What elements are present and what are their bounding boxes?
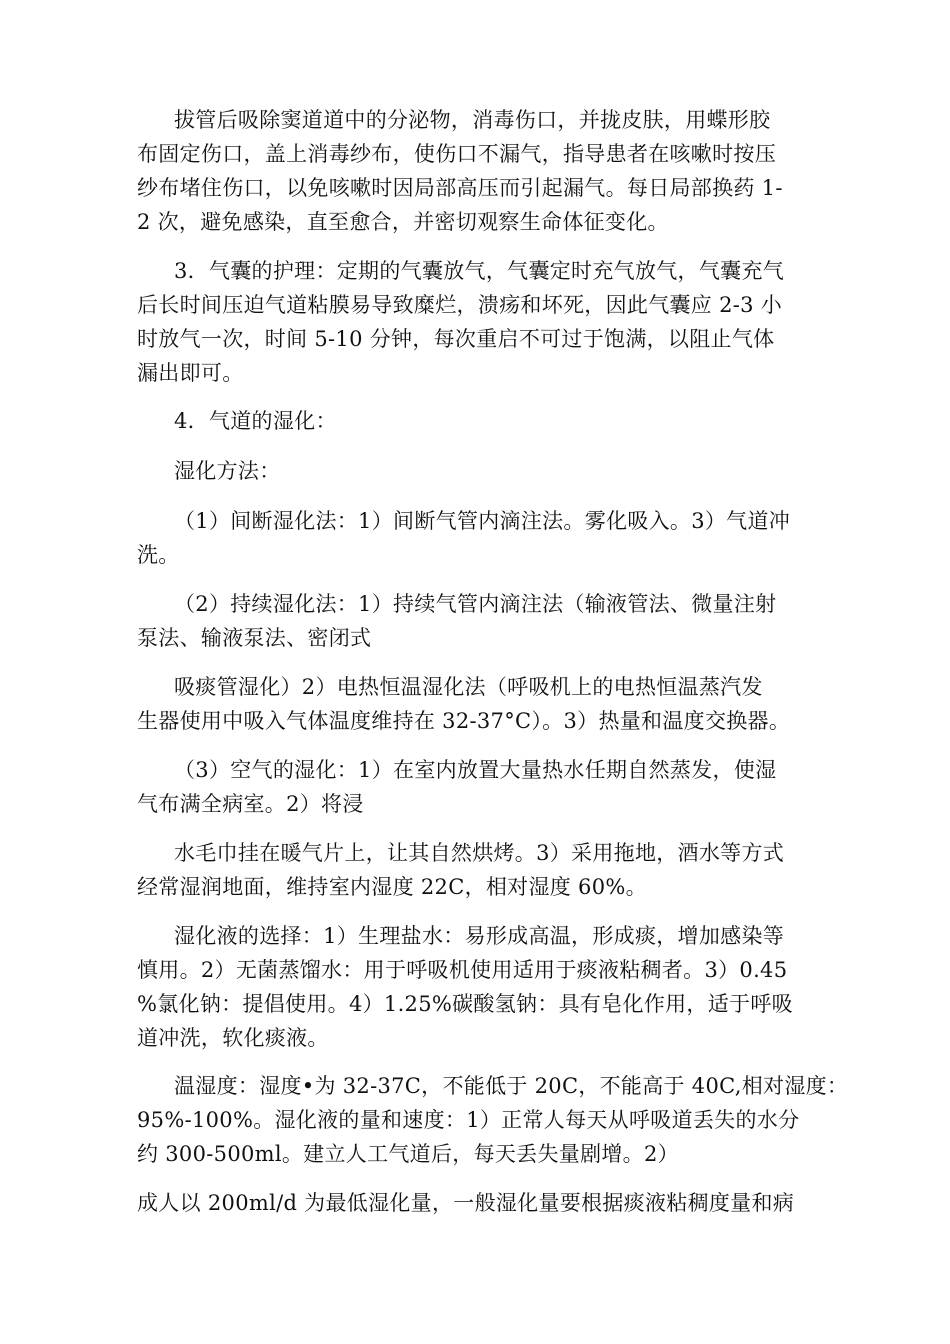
paragraph-line: （2）持续湿化法：1）持续气管内滴注法（输液管法、微量注射 bbox=[174, 592, 777, 616]
paragraph-line: 泵法、输液泵法、密闭式 bbox=[137, 626, 372, 650]
paragraph-line: 温湿度：湿度•为 32-37C，不能低于 20C，不能高于 40C,相对湿度： bbox=[174, 1074, 849, 1098]
paragraph-line: 95%-100%。湿化液的量和速度：1）正常人每天从呼吸道丢失的水分 bbox=[137, 1108, 800, 1132]
paragraph-line: 气布满全病室。2）将浸 bbox=[137, 792, 364, 816]
paragraph-line: 纱布堵住伤口，以免咳嗽时因局部高压而引起漏气。每日局部换药 1- bbox=[137, 176, 783, 200]
subsection-heading: 湿化方法： bbox=[174, 459, 281, 483]
paragraph-line: 成人以 200ml/d 为最低湿化量，一般湿化量要根据痰液粘稠度量和病 bbox=[137, 1191, 795, 1215]
paragraph-line: 漏出即可。 bbox=[137, 361, 244, 385]
paragraph-line: 洗。 bbox=[137, 543, 180, 567]
paragraph-line: 水毛巾挂在暖气片上，让其自然烘烤。3）采用拖地，酒水等方式 bbox=[174, 841, 785, 865]
paragraph-line: 2 次，避免感染，直至愈合，并密切观察生命体征变化。 bbox=[137, 210, 669, 234]
paragraph-line: 湿化液的选择：1）生理盐水：易形成高温，形成痰，增加感染等 bbox=[174, 924, 785, 948]
paragraph-line: 拔管后吸除窦道道中的分泌物，消毒伤口，并拢皮肤，用蝶形胶 bbox=[174, 108, 771, 132]
paragraph-line: 慎用。2）无菌蒸馏水：用于呼吸机使用适用于痰液粘稠者。3）0.45 bbox=[137, 958, 788, 982]
paragraph-line: 约 300-500ml。建立人工气道后，每天丢失量剧增。2） bbox=[137, 1142, 679, 1166]
paragraph-line: 时放气一次，时间 5-10 分钟，每次重启不可过于饱满，以阻止气体 bbox=[137, 327, 775, 351]
paragraph-line: 后长时间压迫气道粘膜易导致糜烂，溃疡和坏死，因此气囊应 2-3 小 bbox=[137, 293, 783, 317]
paragraph-line: （3）空气的湿化：1）在室内放置大量热水任期自然蒸发，使湿 bbox=[174, 758, 777, 782]
paragraph-line: 3．气囊的护理：定期的气囊放气，气囊定时充气放气，气囊充气 bbox=[174, 259, 785, 283]
paragraph-line: 吸痰管湿化）2）电热恒温湿化法（呼吸机上的电热恒温蒸汽发 bbox=[174, 675, 763, 699]
paragraph-line: 经常湿润地面，维持室内湿度 22C，相对湿度 60%。 bbox=[137, 875, 647, 899]
paragraph-line: 道冲洗，软化痰液。 bbox=[137, 1026, 329, 1050]
paragraph-line: （1）间断湿化法：1）间断气管内滴注法。雾化吸入。3）气道冲 bbox=[174, 509, 791, 533]
section-heading: 4．气道的湿化： bbox=[174, 409, 337, 433]
paragraph-line: 生器使用中吸入气体温度维持在 32-37°C）。3）热量和温度交换器。 bbox=[137, 709, 791, 733]
paragraph-line: 布固定伤口，盖上消毒纱布，使伤口不漏气，指导患者在咳嗽时按压 bbox=[137, 142, 776, 166]
paragraph-line: %氯化钠：提倡使用。4）1.25%碳酸氢钠：具有皂化作用，适于呼吸 bbox=[137, 992, 793, 1016]
